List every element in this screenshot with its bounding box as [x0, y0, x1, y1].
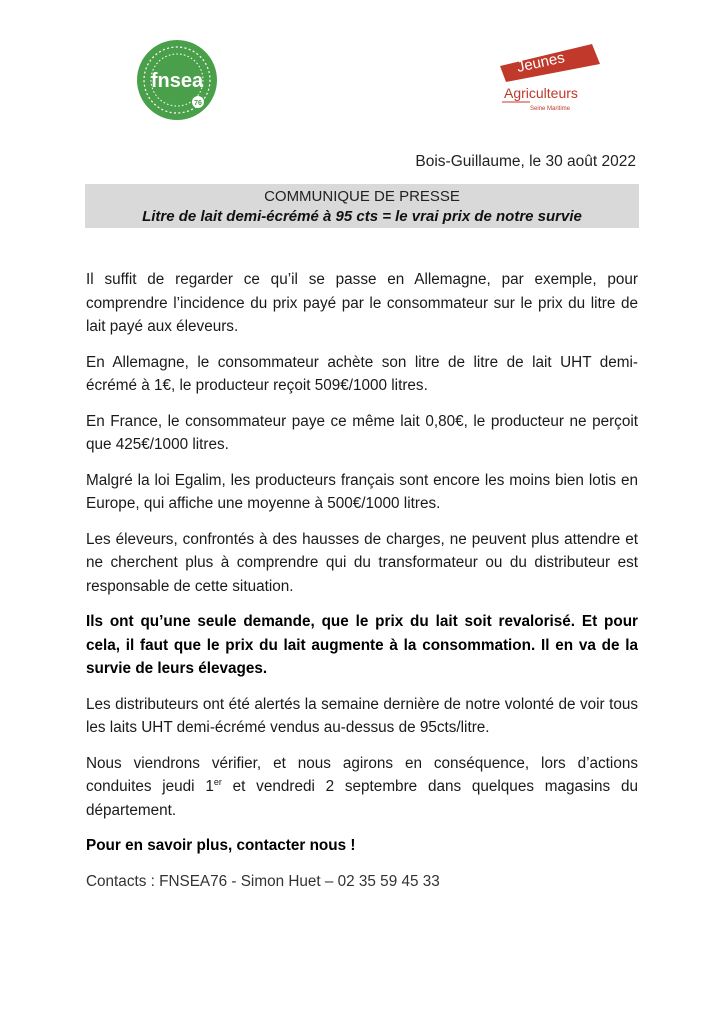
banner-subtitle: Litre de lait demi-écrémé à 95 cts = le vrai prix de notre survie [142, 208, 582, 225]
jeunes-agriculteurs-logo [496, 38, 608, 118]
paragraph-5: Les éleveurs, confrontés à des hausses de charges, ne peuvent plus attendre et ne cherchent plus à comprendre qui du transformateur ou du distributeur est responsable de cette situation. [86, 530, 638, 595]
press-banner [85, 184, 639, 228]
ja-logo-line1: Jeunes [515, 49, 567, 76]
paragraph-8-start: Nous viendrons vérifier, et nous agirons en conséquence, lors d’actions conduites jeudi 1 [86, 754, 638, 795]
paragraph-3: En France, le consommateur paye ce même lait 0,80€, le producteur ne perçoit que 425€/1000 litres. [86, 412, 638, 453]
press-body [86, 268, 638, 905]
ja-logo-line3: Seine Maritime [530, 106, 571, 112]
paragraph-6-demand: Ils ont qu’une seule demande, que le prix du lait soit revalorisé. Et pour cela, il faut que le prix du lait augmente à la consommation. Il en va de la survie de leurs élevages. [86, 613, 638, 677]
paragraph-1: Il suffit de regarder ce qu’il se passe en Allemagne, par exemple, pour comprendre l’incidence du prix payé par le consommateur sur le prix du litre de lait payé aux éleveurs. [86, 271, 638, 335]
fnsea-logo-sub: 76 [194, 100, 202, 107]
fnsea-logo [135, 38, 219, 122]
paragraph-4: Malgré la loi Egalim, les producteurs français sont encore les moins bien lotis en Europe, qui affiche une moyenne à 500€/1000 litres. [86, 471, 638, 512]
paragraph-8 [86, 752, 638, 823]
fnsea-logo-text: fnsea [150, 70, 204, 92]
paragraph-8-end: et vendredi 2 septembre dans quelques magasins du département. [86, 778, 638, 819]
ja-logo-line2: Agriculteurs [504, 85, 578, 101]
contact-call: Pour en savoir plus, contacter nous ! [86, 837, 356, 854]
paragraph-8-sup: er [213, 776, 222, 787]
press-date: Bois-Guillaume, le 30 août 2022 [415, 153, 636, 170]
banner-title: COMMUNIQUE DE PRESSE [264, 188, 460, 205]
paragraph-2: En Allemagne, le consommateur achète son litre de litre de lait UHT demi-écrémé à 1€, le producteur reçoit 509€/1000 litres. [86, 353, 638, 394]
paragraph-7: Les distributeurs ont été alertés la semaine dernière de notre volonté de voir tous les laits UHT demi-écrémé vendus au-dessus de 95cts/litre. [86, 695, 638, 736]
contacts-line: Contacts : FNSEA76 - Simon Huet – 02 35 59 45 33 [86, 872, 440, 890]
